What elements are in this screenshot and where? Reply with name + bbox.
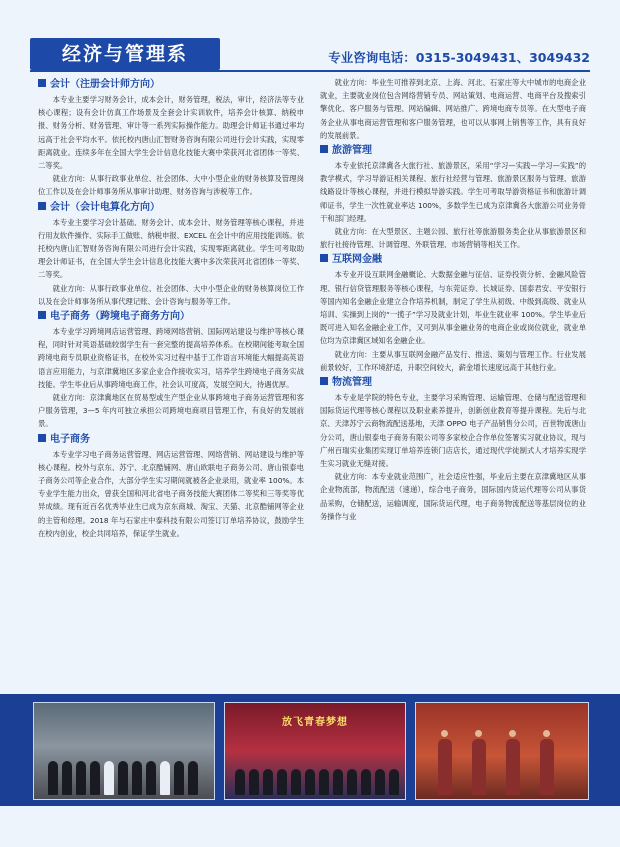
person-figure [472,739,486,795]
main-content [38,76,586,682]
stage-choir-photo [224,702,406,800]
square-bullet-icon [38,202,46,210]
photo-band [0,694,620,806]
person-figure [277,769,287,795]
section-paragraph: 本专业学习电子商务运营管理、网店运营管理、网络营销、网站建设与维护等核心课程。校外与京东、苏宁、北京酷铺网、唐山欧联电子商务公司、唐山银泰电子商务公司等企业合作，大部分学生实习期间就被各企业录用，就业率 100%。本专业学生能力出众，曾获全国和河北省电子商务技能大赛团体二等奖和三等奖等优异成绩。现有近百名优秀毕业生已成为京东商城、淘宝、天猫、北京酷铺网等企业的主管和经理。2018 年与石家庄中泰科技有限公司签订订单培养协议，鼓励学生在校内创业，校企共同培养，保证学生就业。 [38,449,304,538]
section-title: 电子商务（跨境电子商务方向） [38,310,304,324]
person-figure [146,761,156,795]
person-figure [188,761,198,795]
group-photo-students [33,702,215,800]
left-column [38,76,304,682]
square-bullet-icon [320,254,328,262]
person-head [441,730,448,737]
square-bullet-icon [320,377,328,385]
section-paragraph: 本专业主要学习财务会计，成本会计，财务管理，税法，审计，经济法等专业核心课程；设有会计仿真工作场景及全套会计实训软件，培养会计核算、纳税申报、财务分析、财务管理、审计等一系列实际操作能力。助理会计师证书通过率均远高于社会平均水平。依托校内唐山汇智财务咨询有限公司进行会计实践，实现零距离就业。连续多年在全国大学生会计信息化技能大赛中荣获河北省团体一等奖、二等奖。 [38,95,304,171]
square-bullet-icon [38,79,46,87]
person-figure [333,769,343,795]
section-title: 电子商务 [38,433,304,447]
person-figure [540,739,554,795]
person-figure [375,769,385,795]
person-figure [174,761,184,795]
square-bullet-icon [38,434,46,442]
person-figure [389,769,399,795]
section-paragraph: 就业方向：在大型景区、主题公园、旅行社等旅游服务类企业从事旅游景区和旅行社接待管理、计调管理、外联管理、市场营销等相关工作。 [320,227,586,250]
section-title: 会计（注册会计师方向） [38,78,304,92]
person-figure [361,769,371,795]
person-figure [76,761,86,795]
section-paragraph: 本专业开设互联网金融概论、大数据金融与征信、证券投资分析、金融风险管理、银行信贷管理服务等核心课程，与东莞证券、长城证券、国泰君安、平安银行等国内知名金融企业建立合作培养机制，制定了学生从初级、中级到高级、就业从培训、实操到上岗的“一揽子”学习及就业计划，毕业生就业率 100%。学生毕业后既可进入知名金融企业工作，又可到从事金融业务的电商企业或岗位就业，就业单位均为京津冀区域知名金融企业。 [320,270,586,346]
section-paragraph: 就业方向：主要从事互联网金融产品发行、推送、策划与管理工作。行业发展前景较好，工作环境舒适，升职空间较大，薪金增长速度远高于其他行业。 [320,349,586,372]
person-figure [90,761,100,795]
person-figure [506,739,520,795]
person-figure [319,769,329,795]
bottom-margin [0,806,620,847]
stage-banner-text: 放飞青春梦想 [282,717,348,728]
section-title: 物流管理 [320,376,586,390]
right-column [320,76,586,682]
person-figure [160,761,170,795]
person-figure [438,739,452,795]
section-paragraph: 就业方向：毕业生可推荐到北京、上海、河北、石家庄等大中城市的电商企业就业，主要就业岗位包含网络营销专员、网站策划、电商运营、电商平台及搜索引擎优化、客户服务与管理、网站编辑、网站推广、跨境电商专员等。在大型电子商务企业从事电商运营管理和客户服务管理，也可以从事网上销售等工作，具有良好的发展前景。 [320,78,586,140]
section-paragraph: 本专业主要学习会计基础、财务会计、成本会计、财务管理等核心课程，并进行用友软件操作、实际手工做账、纳税申报、EXCEL 在会计中的应用技能训练。依托校内唐山汇智财务咨询有限公司进行会计实践，实现零距离就业。学生可考取助理会计师证书，在全国大学生会计信息化技能大赛中多次荣获河北省团体一等奖、二等奖。 [38,217,304,280]
section-title: 会计（会计电算化方向） [38,201,304,215]
person-figure [291,769,301,795]
person-figure [132,761,142,795]
section-paragraph: 本专业是学院的特色专业，主要学习采购管理、运输管理、仓储与配送管理和国际货运代理等核心课程以及职业素养提升，创新创业教育等提升课程。先后与北京、天津苏宁云商物流配送基地，天津 OPPO 电子产品销售分公司，百世物流唐山分公司，唐山银泰电子商务有限公司等多家校企合作单位签署实习就业协议，现与广州百瑞实业集团实现订单培养连锁门店店长，通过现代学徒制式人才培养实现学生实习就业无缝对接。 [320,393,586,469]
header-divider [30,70,590,72]
person-figure [118,761,128,795]
uniformed-staff-photo [415,702,589,800]
page-header [0,38,620,72]
person-figure [263,769,273,795]
person-head [509,730,516,737]
person-figure [62,761,72,795]
person-figure [249,769,259,795]
section-paragraph: 就业方向：本专业就业范围广，社会适应性强，毕业后主要在京津冀地区从事企业物流部，物流配送（速递），综合电子商务，国际国内货运代理等公司从事货品采购，仓储配送，运输调度，国际货运代理，电子商务物流配送等基层岗位的业务操作与业 [320,472,586,521]
person-figure [104,761,114,795]
section-paragraph: 就业方向：从事行政事业单位、社会团体、大中小型企业的财务核算岗位工作以及在会计师事务所从事代理记账、会计咨询与服务等工作。 [38,283,304,306]
consult-hotline: 专业咨询电话：0315-3049431、3049432 [328,50,590,65]
person-head [543,730,550,737]
section-paragraph: 本专业依托京津冀各大旅行社、旅游景区，采用“学习—实践—学习—实践”的教学模式，学习导游证相关课程、旅行社经营与管理、旅游景区服务与管理、旅游线路设计等核心课程，并进行模拟导游实践。学生可考取导游资格证书和旅游计调师证书，学生一次性就业率达 100%，多数学生已成为京津冀各大旅游公司业务骨干和部门经理。 [320,161,586,223]
square-bullet-icon [38,311,46,319]
department-title: 经济与管理系 [30,38,220,70]
section-title: 旅游管理 [320,144,586,158]
person-head [475,730,482,737]
section-title: 互联网金融 [320,253,586,267]
person-figure [48,761,58,795]
person-figure [235,769,245,795]
section-paragraph: 就业方向：京津冀地区在贸易型或生产型企业从事跨境电子商务运营管理和客户服务管理，3—5 年内可独立承担公司跨境电商项目管理工作，有良好的发展前景。 [38,393,304,429]
person-figure [305,769,315,795]
section-paragraph: 本专业学习跨境网店运营管理、跨境网络营销、国际网站建设与维护等核心课程，同时针对英语基础较弱学生有一套完整的提高培养体系。在校期间能考取全国跨境电商专员职业资格证书，在校外实习过程中基于工作语言环境能大幅提高英语语言应用能力，与京津冀地区多家企业合作接收实习，培养学生跨境电子商务实战技能。学生毕业后从事跨境电商工作，社会认可度高，发展空间大，待遇优厚。 [38,327,304,389]
person-figure [347,769,357,795]
section-paragraph: 就业方向：从事行政事业单位、社会团体、大中小型企业的财务核算及管理岗位工作以及在会计师事务所从事审计助理、财务咨询与涉税等工作。 [38,174,304,197]
square-bullet-icon [320,145,328,153]
